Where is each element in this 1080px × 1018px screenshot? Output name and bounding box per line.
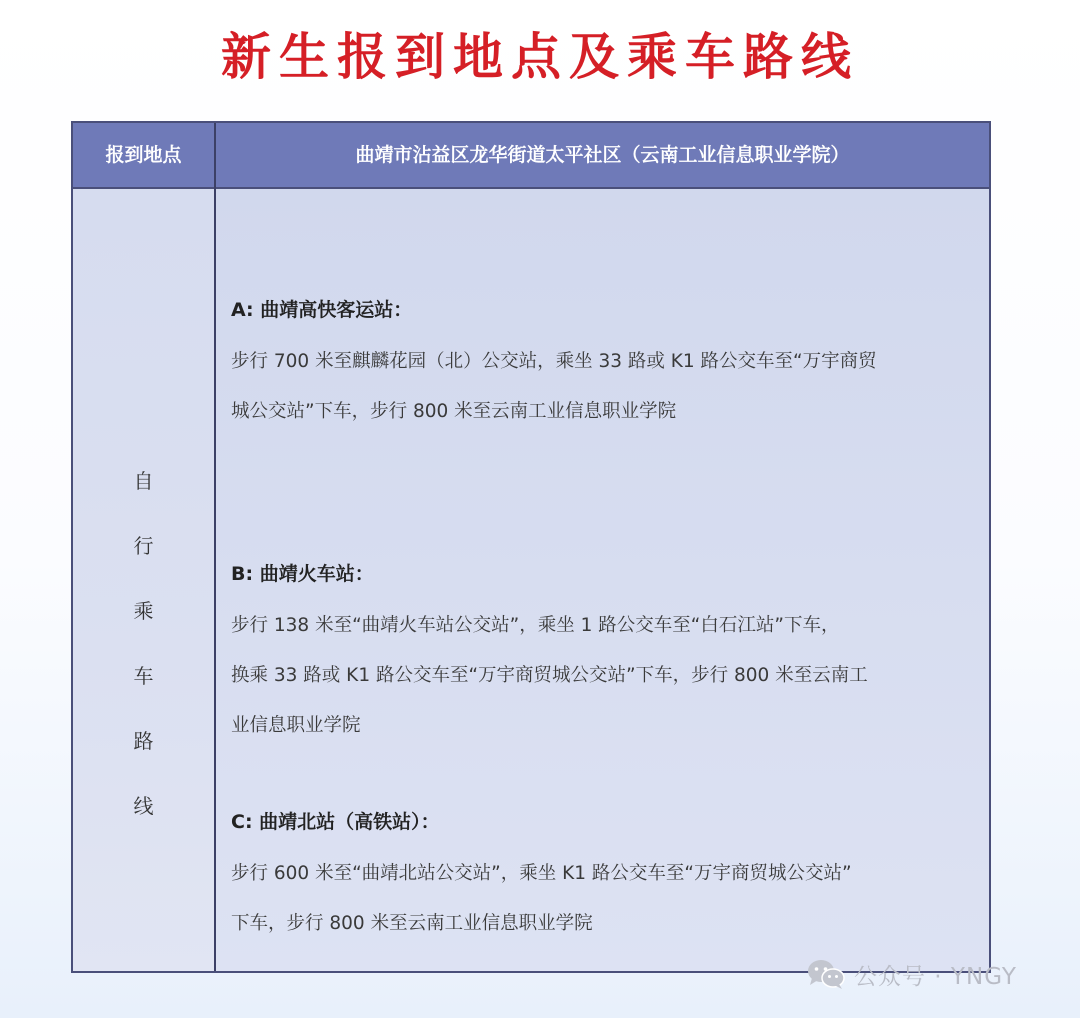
watermark	[806, 956, 1017, 992]
page-title: 新生报到地点及乘车路线	[221, 28, 859, 86]
left-label-cell	[73, 189, 214, 971]
route-title: A: 曲靖高快客运站：	[231, 299, 413, 321]
header-cell-address: 曲靖市沾益区龙华街道太平社区（云南工业信息职业学院）	[355, 144, 850, 166]
route-line: 换乘 33 路或 K1 路公交车至“万宇商贸城公交站”下车，步行 800 米至云南工	[231, 665, 868, 686]
route-line: 步行 700 米至麒麟花园（北）公交站，乘坐 33 路或 K1 路公交车至“万宇商贸	[231, 351, 877, 372]
route-line: 下车，步行 800 米至云南工业信息职业学院	[231, 913, 593, 934]
vertical-label-char: 路	[133, 729, 154, 753]
route-b	[231, 559, 981, 751]
table-header-row	[73, 123, 989, 189]
column-divider	[214, 123, 216, 971]
route-a	[231, 295, 981, 437]
vertical-label-char: 自	[133, 469, 154, 493]
vertical-label-char: 行	[133, 534, 154, 558]
info-table	[71, 121, 991, 973]
route-line: 业信息职业学院	[231, 715, 361, 736]
vertical-label	[73, 466, 214, 856]
vertical-label-char: 乘	[133, 599, 154, 623]
route-line: 城公交站”下车，步行 800 米至云南工业信息职业学院	[231, 401, 677, 422]
route-title: B: 曲靖火车站：	[231, 563, 374, 585]
route-line: 步行 138 米至“曲靖火车站公交站”，乘坐 1 路公交车至“白石江站”下车，	[231, 615, 840, 636]
route-line: 步行 600 米至“曲靖北站公交站”，乘坐 K1 路公交车至“万宇商贸城公交站”	[231, 863, 852, 884]
header-cell-location-label: 报到地点	[105, 144, 182, 166]
route-c	[231, 807, 981, 949]
vertical-label-char: 车	[133, 664, 154, 688]
route-title: C: 曲靖北站（高铁站）：	[231, 811, 440, 833]
routes-cell	[216, 189, 989, 971]
wechat-icon	[806, 958, 846, 990]
vertical-label-char: 线	[133, 794, 154, 818]
watermark-text: 公众号 · YNGY	[854, 963, 1017, 990]
